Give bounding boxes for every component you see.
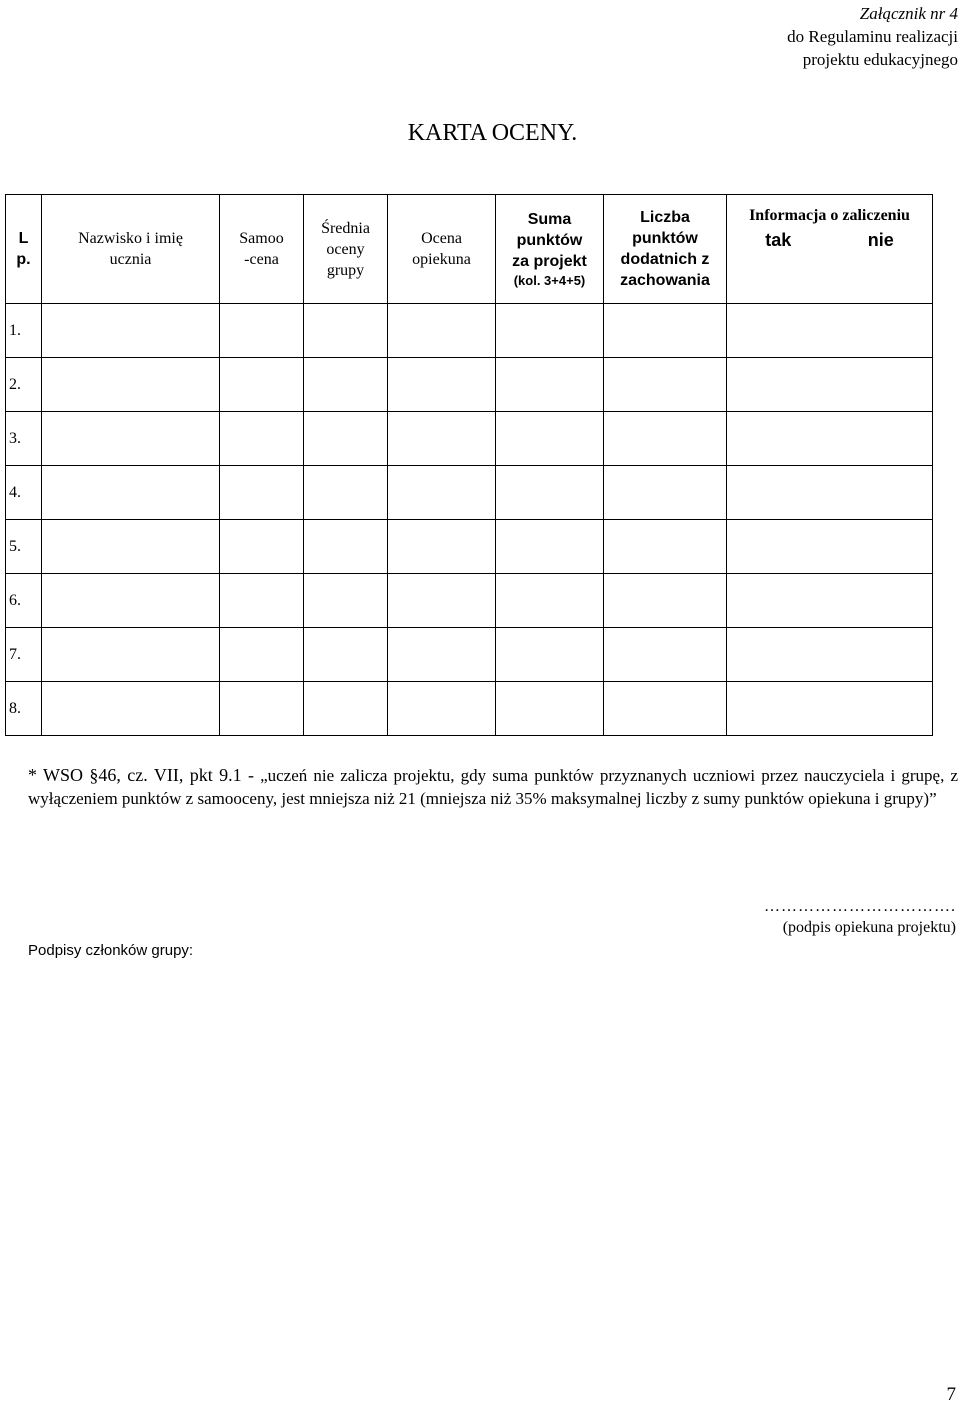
table-cell[interactable] xyxy=(496,304,604,358)
table-cell[interactable] xyxy=(496,412,604,466)
row-number: 7. xyxy=(6,628,42,682)
header-tutor-l2: opiekuna xyxy=(412,251,471,268)
table-cell[interactable] xyxy=(220,682,304,736)
table-cell[interactable] xyxy=(727,466,933,520)
table-cell[interactable] xyxy=(388,466,496,520)
table-cell[interactable] xyxy=(388,520,496,574)
annex-regulation: do Regulaminu realizacji xyxy=(787,27,958,46)
table-cell[interactable] xyxy=(496,682,604,736)
table-cell[interactable] xyxy=(220,574,304,628)
annex-header xyxy=(558,2,958,71)
header-self-l2: -cena xyxy=(244,251,279,268)
table-row xyxy=(6,412,933,466)
header-sum-l4: (kol. 3+4+5) xyxy=(513,272,586,288)
table-cell[interactable] xyxy=(604,358,727,412)
table-cell[interactable] xyxy=(496,466,604,520)
table-cell[interactable] xyxy=(220,628,304,682)
footnote-reference: * WSO §46, cz. VII, pkt 9.1 - xyxy=(28,765,254,785)
table-row xyxy=(6,466,933,520)
footnote-text: „uczeń nie zalicza projektu, gdy suma punktów przyznanych uczniowi przez nauczyciela i grupę, z wyłączeniem punktów z samooceny, jest mniejsza niż 21 (mniejsza niż 35% maksymalnej liczby z sumy punktów opiekuna i grupy)” xyxy=(28,766,958,808)
footnote xyxy=(28,764,958,810)
header-group-average xyxy=(304,195,388,304)
header-sum xyxy=(496,195,604,304)
header-name-l2: ucznia xyxy=(109,251,152,268)
header-info-title: Informacja o zaliczeniu xyxy=(749,207,910,224)
header-avg-l2: oceny xyxy=(326,240,365,258)
table-cell[interactable] xyxy=(388,682,496,736)
header-sum-l3: za projekt xyxy=(512,252,587,270)
row-number: 8. xyxy=(6,682,42,736)
row-number: 5. xyxy=(6,520,42,574)
table-cell[interactable] xyxy=(42,466,220,520)
header-tutor xyxy=(388,195,496,304)
table-row xyxy=(6,304,933,358)
table-cell[interactable] xyxy=(604,466,727,520)
header-name-l1: Nazwisko i imię xyxy=(78,230,183,247)
table-cell[interactable] xyxy=(220,304,304,358)
table-cell[interactable] xyxy=(496,628,604,682)
table-cell[interactable] xyxy=(304,628,388,682)
table-cell[interactable] xyxy=(42,520,220,574)
header-sum-l1: Suma xyxy=(527,210,572,228)
table-cell[interactable] xyxy=(304,682,388,736)
table-cell[interactable] xyxy=(727,304,933,358)
table-cell[interactable] xyxy=(220,412,304,466)
table-cell[interactable] xyxy=(42,628,220,682)
table-cell[interactable] xyxy=(42,682,220,736)
table-cell[interactable] xyxy=(42,574,220,628)
table-row xyxy=(6,574,933,628)
table-cell[interactable] xyxy=(388,628,496,682)
table-cell[interactable] xyxy=(388,358,496,412)
tutor-signature-line: ……………………………. xyxy=(764,898,956,915)
header-sum-l2: punktów xyxy=(516,231,583,249)
table-cell[interactable] xyxy=(388,574,496,628)
table-cell[interactable] xyxy=(220,358,304,412)
table-cell[interactable] xyxy=(42,358,220,412)
table-cell[interactable] xyxy=(604,412,727,466)
table-cell[interactable] xyxy=(727,358,933,412)
header-avg-l3: grupy xyxy=(326,261,365,279)
row-number: 3. xyxy=(6,412,42,466)
table-cell[interactable] xyxy=(604,628,727,682)
header-info-yes: tak xyxy=(765,230,792,250)
header-info xyxy=(727,195,933,304)
table-cell[interactable] xyxy=(604,682,727,736)
header-beh-l4: zachowania xyxy=(620,272,710,289)
table-row xyxy=(6,358,933,412)
table-row xyxy=(6,628,933,682)
page-title: KARTA OCENY. xyxy=(407,120,578,146)
table-cell[interactable] xyxy=(42,304,220,358)
group-signatures-label: Podpisy członków grupy: xyxy=(28,942,194,959)
tutor-signature-label: (podpis opiekuna projektu) xyxy=(782,919,956,936)
table-cell[interactable] xyxy=(727,628,933,682)
annex-number: Załącznik nr 4 xyxy=(859,4,958,23)
table-cell[interactable] xyxy=(304,358,388,412)
table-cell[interactable] xyxy=(304,466,388,520)
row-number: 1. xyxy=(6,304,42,358)
header-tutor-l1: Ocena xyxy=(421,230,462,247)
header-name xyxy=(42,195,220,304)
header-lp-l: L xyxy=(18,230,29,247)
header-behaviour xyxy=(604,195,727,304)
row-number: 4. xyxy=(6,466,42,520)
table-cell[interactable] xyxy=(304,304,388,358)
assessment-table xyxy=(5,194,933,736)
table-cell[interactable] xyxy=(220,466,304,520)
table-cell[interactable] xyxy=(727,682,933,736)
page-number: 7 xyxy=(946,1384,956,1405)
header-beh-l1: Liczba xyxy=(640,209,690,226)
header-row xyxy=(6,195,933,304)
table-cell[interactable] xyxy=(496,574,604,628)
table-row xyxy=(6,520,933,574)
table-cell[interactable] xyxy=(727,574,933,628)
table-cell[interactable] xyxy=(496,358,604,412)
table-cell[interactable] xyxy=(727,520,933,574)
row-number: 2. xyxy=(6,358,42,412)
table-row xyxy=(6,682,933,736)
table-cell[interactable] xyxy=(304,412,388,466)
header-self-l1: Samoo xyxy=(239,230,284,247)
table-cell[interactable] xyxy=(604,520,727,574)
header-avg-l1: Średnia xyxy=(321,219,370,237)
table-cell[interactable] xyxy=(42,412,220,466)
table-cell[interactable] xyxy=(604,574,727,628)
table-cell[interactable] xyxy=(604,304,727,358)
header-info-no: nie xyxy=(867,230,894,250)
table-cell[interactable] xyxy=(727,412,933,466)
table-cell[interactable] xyxy=(496,520,604,574)
header-self xyxy=(220,195,304,304)
table-cell[interactable] xyxy=(388,412,496,466)
row-number: 6. xyxy=(6,574,42,628)
table-cell[interactable] xyxy=(388,304,496,358)
header-beh-l3: dodatnich z xyxy=(620,251,710,268)
table-cell[interactable] xyxy=(220,520,304,574)
table-cell[interactable] xyxy=(304,574,388,628)
header-lp xyxy=(6,195,42,304)
table-cell[interactable] xyxy=(304,520,388,574)
header-beh-l2: punktów xyxy=(632,230,698,247)
annex-project: projektu edukacyjnego xyxy=(802,50,958,69)
header-lp-p: p. xyxy=(16,251,31,268)
